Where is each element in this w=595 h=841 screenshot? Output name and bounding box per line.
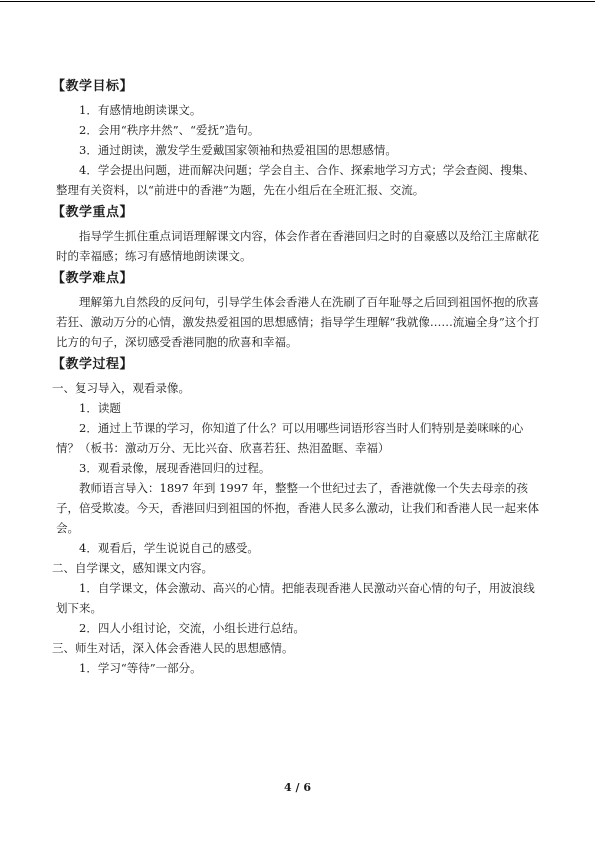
process-step: 1．读题 <box>79 401 121 415</box>
section-heading-key-points: 【教学重点】 <box>52 205 134 220</box>
section-heading-process: 【教学过程】 <box>52 357 134 372</box>
document-body <box>52 74 544 678</box>
goal-item: 2．会用“秩序井然”、“爱抚”造句。 <box>79 123 260 137</box>
process-step: 4．观看后，学生说说自己的感受。 <box>79 541 259 555</box>
top-rule <box>0 1 595 2</box>
process-section-title: 二、自学课文，感知课文内容。 <box>52 561 213 575</box>
process-step: 2．四人小组讨论，交流，小组长进行总结。 <box>79 621 305 635</box>
section-heading-difficulties: 【教学难点】 <box>52 271 134 286</box>
difficulties-text: 理解第九自然段的反问句，引导学生体会香港人在洗刷了百年耻辱之后回到祖国怀抱的欣喜若狂、激动万分的心情，激发热爱祖国的思想感情；指导学生理解“我就像……流遍全身”这个打比方的句子，深切感受香港同胞的欣喜和幸福。 <box>56 295 540 349</box>
goal-item: 1．有感情地朗读课文。 <box>79 103 202 117</box>
process-step: 2．通过上节课的学习，你知道了什么？可以用哪些词语形容当时人们特别是姜咪咪的心情？（板书：激动万分、无比兴奋、欣喜若狂、热泪盈眶、幸福） <box>56 421 524 455</box>
process-step: 1．学习“等待”一部分。 <box>79 661 202 675</box>
process-section-title: 一、复习导入，观看录像。 <box>52 381 190 395</box>
goal-item: 3．通过朗读，激发学生爱戴国家领袖和热爱祖国的思想感情。 <box>79 143 397 157</box>
goal-item: 4．学会提出问题，进而解决问题；学会自主、合作、探索地学习方式；学会查阅、搜集、整理有关资料，以“前进中的香港”为题，先在小组后在全班汇报、交流。 <box>56 163 535 197</box>
process-step: 1．自学课文，体会激动、高兴的心情。把能表现香港人民激动兴奋心情的句子，用波浪线划下来。 <box>56 581 535 615</box>
section-heading-goals: 【教学目标】 <box>52 79 134 94</box>
process-section-title: 三、师生对话，深入体会香港人民的思想感情。 <box>52 641 294 655</box>
key-points-text: 指导学生抓住重点词语理解课文内容，体会作者在香港回归之时的自豪感以及给江主席献花时的幸福感；练习有感情地朗读课文。 <box>56 229 539 263</box>
process-step: 教师语言导入：1897 年到 1997 年，整整一个世纪过去了，香港就像一个失去母亲的孩子，倍受欺凌。今天，香港回归到祖国的怀抱，香港人民多么激动，让我们和香港人民一起来体会。 <box>56 481 539 535</box>
process-list <box>52 378 544 678</box>
process-step: 3．观看录像，展现香港回归的过程。 <box>79 461 271 475</box>
page-number: 4 / 6 <box>284 781 311 794</box>
